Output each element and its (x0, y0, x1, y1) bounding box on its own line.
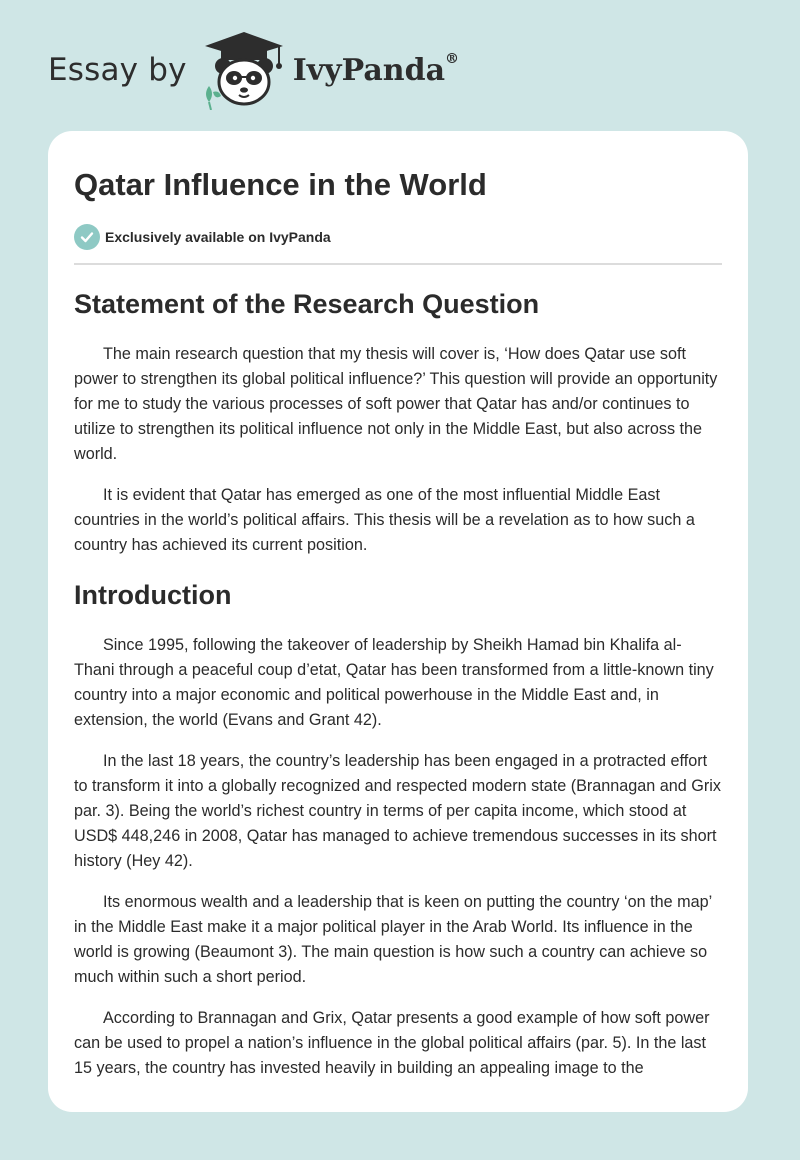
essay-by-label: Essay by (48, 52, 187, 88)
exclusive-badge (74, 223, 722, 251)
essay-title: Qatar Influence in the World (74, 167, 487, 202)
brand-name[interactable]: IvyPanda® (292, 50, 460, 88)
paragraph: Since 1995, following the takeover of leadership by Sheikh Hamad bin Khalifa al-Thani through a peaceful coup d’etat, Qatar has been transformed from a little-known tiny country into a major economic and political powerhouse in the Middle East and, in extension, the world (Evans and Grant 42). (74, 636, 714, 729)
panda-logo-icon (199, 30, 289, 110)
paragraph: According to Brannagan and Grix, Qatar presents a good example of how soft power can be used to propel a nation’s influence in the global political affairs (par. 5). In the last 15 years, the country has invested heavily in building an appealing image to the (74, 1009, 710, 1077)
paragraph: It is evident that Qatar has emerged as one of the most influential Middle East countries in the world’s political affairs. This thesis will be a revelation as to how such a country has achieved its current position. (74, 486, 695, 554)
paragraph: In the last 18 years, the country’s leadership has been engaged in a protracted effort to transform it into a globally recognized and respected modern state (Brannagan and Grix par. 3). Being the world’s richest country in terms of per capita income, which stood at USD$ 448,246 in 2008, Qatar has managed to achieve tremendous successes in its short history (Hey 42). (74, 752, 721, 870)
section-heading: Introduction (74, 580, 232, 610)
essay-card (48, 131, 748, 1112)
paragraph: The main research question that my thesis will cover is, ‘How does Qatar use soft power to strengthen its global political influence?’ This question will provide an opportunity for me to study the various processes of soft power that Qatar has and/or continues to utilize to strengthen its political influence not only in the Middle East, but also across the world. (74, 345, 718, 463)
title-divider (74, 263, 722, 265)
ivypanda-logo[interactable] (199, 30, 289, 110)
section-heading: Statement of the Research Question (74, 289, 540, 319)
site-header (48, 30, 459, 110)
exclusive-badge-text: Exclusively available on IvyPanda (105, 229, 331, 245)
check-circle-icon (74, 224, 100, 250)
paragraph: Its enormous wealth and a leadership that is keen on putting the country ‘on the map’ in the Middle East make it a major political player in the Arab World. Its influence in the world is growing (Beaumont 3). The main question is how such a country can achieve so much within such a short period. (74, 893, 712, 986)
